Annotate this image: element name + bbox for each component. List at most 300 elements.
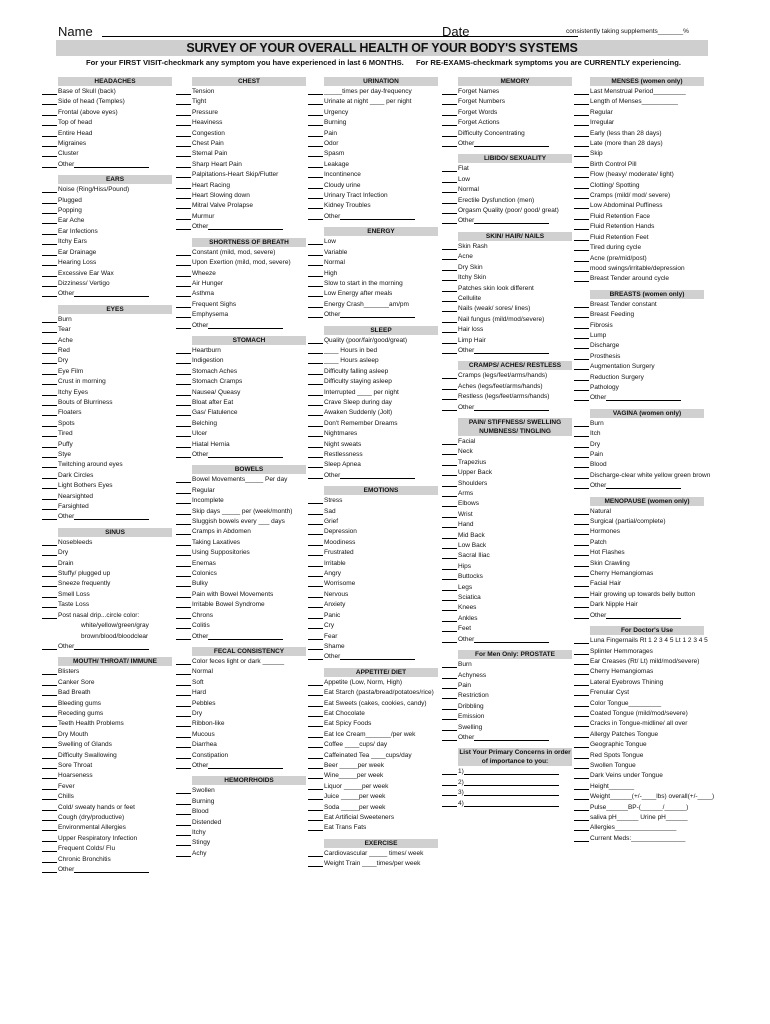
checkmark-blank[interactable]: [176, 170, 191, 178]
checkmark-blank[interactable]: [308, 160, 323, 168]
checkmark-blank[interactable]: [442, 531, 457, 539]
checkmark-blank[interactable]: [442, 108, 457, 116]
checkmark-blank[interactable]: [442, 681, 457, 689]
other-write-in[interactable]: [74, 642, 149, 650]
other-write-in[interactable]: [474, 216, 549, 224]
checkmark-blank[interactable]: [574, 823, 589, 831]
checkmark-blank[interactable]: [308, 642, 323, 650]
other-write-in[interactable]: [340, 310, 415, 318]
checkmark-blank[interactable]: [176, 321, 191, 329]
checkmark-blank[interactable]: [308, 559, 323, 567]
checkmark-blank[interactable]: [308, 548, 323, 556]
checkmark-blank[interactable]: [176, 579, 191, 587]
checkmark-blank[interactable]: [442, 284, 457, 292]
checkmark-blank[interactable]: [42, 855, 57, 863]
checkmark-blank[interactable]: [308, 813, 323, 821]
checkmark-blank[interactable]: [42, 740, 57, 748]
checkmark-blank[interactable]: [574, 471, 589, 479]
checkmark-blank[interactable]: [442, 403, 457, 411]
checkmark-blank[interactable]: [574, 222, 589, 230]
checkmark-blank[interactable]: [308, 429, 323, 437]
checkmark-blank[interactable]: [308, 611, 323, 619]
checkmark-blank[interactable]: [308, 600, 323, 608]
checkmark-blank[interactable]: [442, 139, 457, 147]
checkmark-blank[interactable]: [176, 377, 191, 385]
concern-write-in[interactable]: [464, 799, 559, 807]
checkmark-blank[interactable]: [42, 388, 57, 396]
checkmark-blank[interactable]: [442, 263, 457, 271]
checkmark-blank[interactable]: [308, 356, 323, 364]
checkmark-blank[interactable]: [442, 572, 457, 580]
checkmark-blank[interactable]: [574, 201, 589, 209]
other-write-in[interactable]: [474, 346, 549, 354]
other-write-in[interactable]: [208, 321, 283, 329]
date-field[interactable]: [476, 36, 578, 37]
checkmark-blank[interactable]: [42, 248, 57, 256]
checkmark-blank[interactable]: [176, 559, 191, 567]
checkmark-blank[interactable]: [442, 520, 457, 528]
checkmark-blank[interactable]: [574, 699, 589, 707]
checkmark-blank[interactable]: [308, 279, 323, 287]
checkmark-blank[interactable]: [176, 97, 191, 105]
checkmark-blank[interactable]: [176, 527, 191, 535]
checkmark-blank[interactable]: [176, 751, 191, 759]
checkmark-blank[interactable]: [442, 479, 457, 487]
checkmark-blank[interactable]: [42, 512, 57, 520]
checkmark-blank[interactable]: [308, 709, 323, 717]
checkmark-blank[interactable]: [308, 139, 323, 147]
checkmark-blank[interactable]: [442, 778, 457, 786]
checkmark-blank[interactable]: [176, 87, 191, 95]
checkmark-blank[interactable]: [176, 657, 191, 665]
checkmark-blank[interactable]: [308, 419, 323, 427]
checkmark-blank[interactable]: [176, 719, 191, 727]
checkmark-blank[interactable]: [308, 87, 323, 95]
checkmark-blank[interactable]: [308, 289, 323, 297]
checkmark-blank[interactable]: [574, 191, 589, 199]
checkmark-blank[interactable]: [574, 181, 589, 189]
checkmark-blank[interactable]: [442, 97, 457, 105]
checkmark-blank[interactable]: [42, 834, 57, 842]
checkmark-blank[interactable]: [176, 828, 191, 836]
checkmark-blank[interactable]: [574, 233, 589, 241]
checkmark-blank[interactable]: [42, 269, 57, 277]
other-write-in[interactable]: [74, 512, 149, 520]
checkmark-blank[interactable]: [574, 782, 589, 790]
checkmark-blank[interactable]: [574, 538, 589, 546]
checkmark-blank[interactable]: [176, 761, 191, 769]
checkmark-blank[interactable]: [176, 222, 191, 230]
checkmark-blank[interactable]: [176, 709, 191, 717]
checkmark-blank[interactable]: [574, 118, 589, 126]
checkmark-blank[interactable]: [574, 688, 589, 696]
checkmark-blank[interactable]: [308, 538, 323, 546]
checkmark-blank[interactable]: [308, 730, 323, 738]
checkmark-blank[interactable]: [442, 499, 457, 507]
checkmark-blank[interactable]: [42, 548, 57, 556]
checkmark-blank[interactable]: [442, 252, 457, 260]
checkmark-blank[interactable]: [308, 170, 323, 178]
checkmark-blank[interactable]: [442, 799, 457, 807]
checkmark-blank[interactable]: [42, 377, 57, 385]
checkmark-blank[interactable]: [442, 603, 457, 611]
checkmark-blank[interactable]: [574, 393, 589, 401]
checkmark-blank[interactable]: [176, 149, 191, 157]
checkmark-blank[interactable]: [574, 548, 589, 556]
checkmark-blank[interactable]: [308, 450, 323, 458]
checkmark-blank[interactable]: [176, 786, 191, 794]
checkmark-blank[interactable]: [442, 624, 457, 632]
checkmark-blank[interactable]: [574, 481, 589, 489]
checkmark-blank[interactable]: [574, 149, 589, 157]
checkmark-blank[interactable]: [308, 336, 323, 344]
checkmark-blank[interactable]: [42, 160, 57, 168]
checkmark-blank[interactable]: [574, 352, 589, 360]
checkmark-blank[interactable]: [42, 481, 57, 489]
checkmark-blank[interactable]: [42, 719, 57, 727]
checkmark-blank[interactable]: [574, 254, 589, 262]
checkmark-blank[interactable]: [42, 460, 57, 468]
checkmark-blank[interactable]: [42, 709, 57, 717]
checkmark-blank[interactable]: [574, 730, 589, 738]
checkmark-blank[interactable]: [176, 108, 191, 116]
checkmark-blank[interactable]: [176, 181, 191, 189]
checkmark-blank[interactable]: [176, 632, 191, 640]
checkmark-blank[interactable]: [442, 392, 457, 400]
checkmark-blank[interactable]: [442, 437, 457, 445]
checkmark-blank[interactable]: [574, 507, 589, 515]
checkmark-blank[interactable]: [308, 191, 323, 199]
checkmark-blank[interactable]: [308, 269, 323, 277]
checkmark-blank[interactable]: [176, 212, 191, 220]
checkmark-blank[interactable]: [574, 429, 589, 437]
checkmark-blank[interactable]: [42, 559, 57, 567]
checkmark-blank[interactable]: [574, 373, 589, 381]
checkmark-blank[interactable]: [442, 733, 457, 741]
checkmark-blank[interactable]: [42, 667, 57, 675]
checkmark-blank[interactable]: [308, 771, 323, 779]
checkmark-blank[interactable]: [42, 502, 57, 510]
checkmark-blank[interactable]: [574, 792, 589, 800]
checkmark-blank[interactable]: [42, 118, 57, 126]
checkmark-blank[interactable]: [42, 450, 57, 458]
checkmark-blank[interactable]: [308, 346, 323, 354]
checkmark-blank[interactable]: [176, 678, 191, 686]
checkmark-blank[interactable]: [308, 792, 323, 800]
checkmark-blank[interactable]: [308, 377, 323, 385]
checkmark-blank[interactable]: [176, 440, 191, 448]
checkmark-blank[interactable]: [42, 813, 57, 821]
checkmark-blank[interactable]: [574, 139, 589, 147]
checkmark-blank[interactable]: [574, 600, 589, 608]
checkmark-blank[interactable]: [308, 751, 323, 759]
checkmark-blank[interactable]: [574, 97, 589, 105]
checkmark-blank[interactable]: [442, 242, 457, 250]
checkmark-blank[interactable]: [574, 761, 589, 769]
checkmark-blank[interactable]: [176, 279, 191, 287]
checkmark-blank[interactable]: [308, 201, 323, 209]
checkmark-blank[interactable]: [42, 129, 57, 137]
checkmark-blank[interactable]: [574, 559, 589, 567]
checkmark-blank[interactable]: [574, 579, 589, 587]
other-write-in[interactable]: [74, 289, 149, 297]
checkmark-blank[interactable]: [574, 667, 589, 675]
checkmark-blank[interactable]: [442, 788, 457, 796]
other-write-in[interactable]: [606, 393, 681, 401]
checkmark-blank[interactable]: [574, 813, 589, 821]
checkmark-blank[interactable]: [442, 118, 457, 126]
checkmark-blank[interactable]: [308, 258, 323, 266]
checkmark-blank[interactable]: [308, 517, 323, 525]
checkmark-blank[interactable]: [176, 398, 191, 406]
checkmark-blank[interactable]: [42, 258, 57, 266]
concern-write-in[interactable]: [464, 778, 559, 786]
checkmark-blank[interactable]: [308, 579, 323, 587]
checkmark-blank[interactable]: [176, 269, 191, 277]
other-write-in[interactable]: [474, 635, 549, 643]
checkmark-blank[interactable]: [442, 315, 457, 323]
checkmark-blank[interactable]: [308, 803, 323, 811]
checkmark-blank[interactable]: [574, 751, 589, 759]
checkmark-blank[interactable]: [574, 647, 589, 655]
checkmark-blank[interactable]: [574, 740, 589, 748]
checkmark-blank[interactable]: [442, 129, 457, 137]
checkmark-blank[interactable]: [308, 719, 323, 727]
checkmark-blank[interactable]: [42, 492, 57, 500]
checkmark-blank[interactable]: [176, 590, 191, 598]
checkmark-blank[interactable]: [176, 849, 191, 857]
checkmark-blank[interactable]: [442, 541, 457, 549]
checkmark-blank[interactable]: [574, 331, 589, 339]
other-write-in[interactable]: [74, 160, 149, 168]
checkmark-blank[interactable]: [42, 398, 57, 406]
checkmark-blank[interactable]: [42, 611, 57, 619]
checkmark-blank[interactable]: [308, 652, 323, 660]
checkmark-blank[interactable]: [442, 614, 457, 622]
checkmark-blank[interactable]: [308, 621, 323, 629]
checkmark-blank[interactable]: [176, 475, 191, 483]
checkmark-blank[interactable]: [42, 315, 57, 323]
checkmark-blank[interactable]: [574, 834, 589, 842]
checkmark-blank[interactable]: [176, 600, 191, 608]
checkmark-blank[interactable]: [574, 321, 589, 329]
checkmark-blank[interactable]: [442, 447, 457, 455]
checkmark-blank[interactable]: [176, 538, 191, 546]
checkmark-blank[interactable]: [442, 346, 457, 354]
checkmark-blank[interactable]: [308, 149, 323, 157]
checkmark-blank[interactable]: [442, 583, 457, 591]
checkmark-blank[interactable]: [176, 139, 191, 147]
other-write-in[interactable]: [208, 222, 283, 230]
checkmark-blank[interactable]: [308, 859, 323, 867]
checkmark-blank[interactable]: [574, 569, 589, 577]
checkmark-blank[interactable]: [42, 196, 57, 204]
checkmark-blank[interactable]: [42, 346, 57, 354]
other-write-in[interactable]: [208, 761, 283, 769]
checkmark-blank[interactable]: [442, 87, 457, 95]
checkmark-blank[interactable]: [308, 181, 323, 189]
checkmark-blank[interactable]: [176, 699, 191, 707]
checkmark-blank[interactable]: [442, 712, 457, 720]
checkmark-blank[interactable]: [176, 160, 191, 168]
checkmark-blank[interactable]: [176, 818, 191, 826]
checkmark-blank[interactable]: [442, 164, 457, 172]
checkmark-blank[interactable]: [442, 175, 457, 183]
checkmark-blank[interactable]: [442, 294, 457, 302]
checkmark-blank[interactable]: [574, 108, 589, 116]
checkmark-blank[interactable]: [574, 170, 589, 178]
checkmark-blank[interactable]: [308, 440, 323, 448]
checkmark-blank[interactable]: [308, 761, 323, 769]
checkmark-blank[interactable]: [176, 367, 191, 375]
checkmark-blank[interactable]: [42, 642, 57, 650]
checkmark-blank[interactable]: [574, 310, 589, 318]
other-write-in[interactable]: [340, 652, 415, 660]
checkmark-blank[interactable]: [574, 771, 589, 779]
checkmark-blank[interactable]: [308, 97, 323, 105]
checkmark-blank[interactable]: [42, 185, 57, 193]
checkmark-blank[interactable]: [176, 201, 191, 209]
checkmark-blank[interactable]: [42, 356, 57, 364]
checkmark-blank[interactable]: [442, 551, 457, 559]
checkmark-blank[interactable]: [176, 688, 191, 696]
checkmark-blank[interactable]: [42, 590, 57, 598]
checkmark-blank[interactable]: [176, 507, 191, 515]
checkmark-blank[interactable]: [42, 569, 57, 577]
other-write-in[interactable]: [474, 733, 549, 741]
checkmark-blank[interactable]: [42, 865, 57, 873]
checkmark-blank[interactable]: [574, 590, 589, 598]
checkmark-blank[interactable]: [442, 671, 457, 679]
checkmark-blank[interactable]: [176, 429, 191, 437]
checkmark-blank[interactable]: [42, 751, 57, 759]
checkmark-blank[interactable]: [308, 388, 323, 396]
checkmark-blank[interactable]: [42, 227, 57, 235]
checkmark-blank[interactable]: [308, 590, 323, 598]
checkmark-blank[interactable]: [574, 636, 589, 644]
checkmark-blank[interactable]: [442, 206, 457, 214]
checkmark-blank[interactable]: [42, 108, 57, 116]
checkmark-blank[interactable]: [42, 139, 57, 147]
checkmark-blank[interactable]: [176, 807, 191, 815]
other-write-in[interactable]: [474, 403, 549, 411]
checkmark-blank[interactable]: [308, 460, 323, 468]
checkmark-blank[interactable]: [176, 450, 191, 458]
checkmark-blank[interactable]: [308, 237, 323, 245]
checkmark-blank[interactable]: [308, 496, 323, 504]
checkmark-blank[interactable]: [176, 838, 191, 846]
checkmark-blank[interactable]: [308, 212, 323, 220]
checkmark-blank[interactable]: [308, 471, 323, 479]
checkmark-blank[interactable]: [42, 579, 57, 587]
checkmark-blank[interactable]: [42, 771, 57, 779]
checkmark-blank[interactable]: [574, 160, 589, 168]
checkmark-blank[interactable]: [42, 289, 57, 297]
checkmark-blank[interactable]: [308, 129, 323, 137]
checkmark-blank[interactable]: [574, 611, 589, 619]
checkmark-blank[interactable]: [442, 702, 457, 710]
checkmark-blank[interactable]: [42, 730, 57, 738]
checkmark-blank[interactable]: [574, 383, 589, 391]
checkmark-blank[interactable]: [176, 408, 191, 416]
checkmark-blank[interactable]: [574, 300, 589, 308]
checkmark-blank[interactable]: [42, 149, 57, 157]
checkmark-blank[interactable]: [574, 450, 589, 458]
checkmark-blank[interactable]: [442, 593, 457, 601]
checkmark-blank[interactable]: [574, 274, 589, 282]
checkmark-blank[interactable]: [176, 310, 191, 318]
checkmark-blank[interactable]: [42, 237, 57, 245]
checkmark-blank[interactable]: [574, 517, 589, 525]
checkmark-blank[interactable]: [574, 264, 589, 272]
checkmark-blank[interactable]: [442, 562, 457, 570]
checkmark-blank[interactable]: [442, 691, 457, 699]
checkmark-blank[interactable]: [42, 844, 57, 852]
checkmark-blank[interactable]: [442, 304, 457, 312]
checkmark-blank[interactable]: [308, 688, 323, 696]
checkmark-blank[interactable]: [42, 678, 57, 686]
checkmark-blank[interactable]: [442, 325, 457, 333]
checkmark-blank[interactable]: [42, 419, 57, 427]
checkmark-blank[interactable]: [176, 496, 191, 504]
checkmark-blank[interactable]: [176, 621, 191, 629]
other-write-in[interactable]: [74, 865, 149, 873]
checkmark-blank[interactable]: [574, 212, 589, 220]
checkmark-blank[interactable]: [308, 569, 323, 577]
checkmark-blank[interactable]: [176, 258, 191, 266]
checkmark-blank[interactable]: [176, 797, 191, 805]
checkmark-blank[interactable]: [176, 300, 191, 308]
other-write-in[interactable]: [208, 450, 283, 458]
checkmark-blank[interactable]: [308, 367, 323, 375]
checkmark-blank[interactable]: [42, 538, 57, 546]
checkmark-blank[interactable]: [176, 248, 191, 256]
other-write-in[interactable]: [474, 139, 549, 147]
checkmark-blank[interactable]: [176, 118, 191, 126]
other-write-in[interactable]: [340, 212, 415, 220]
checkmark-blank[interactable]: [308, 782, 323, 790]
checkmark-blank[interactable]: [176, 388, 191, 396]
checkmark-blank[interactable]: [42, 279, 57, 287]
checkmark-blank[interactable]: [176, 730, 191, 738]
checkmark-blank[interactable]: [42, 429, 57, 437]
checkmark-blank[interactable]: [308, 118, 323, 126]
checkmark-blank[interactable]: [442, 468, 457, 476]
checkmark-blank[interactable]: [42, 761, 57, 769]
checkmark-blank[interactable]: [574, 460, 589, 468]
checkmark-blank[interactable]: [308, 699, 323, 707]
checkmark-blank[interactable]: [442, 382, 457, 390]
checkmark-blank[interactable]: [42, 600, 57, 608]
checkmark-blank[interactable]: [442, 767, 457, 775]
concern-write-in[interactable]: [464, 788, 559, 796]
checkmark-blank[interactable]: [308, 300, 323, 308]
checkmark-blank[interactable]: [42, 206, 57, 214]
checkmark-blank[interactable]: [308, 849, 323, 857]
other-write-in[interactable]: [208, 632, 283, 640]
checkmark-blank[interactable]: [176, 517, 191, 525]
name-field[interactable]: [102, 36, 492, 37]
checkmark-blank[interactable]: [176, 356, 191, 364]
checkmark-blank[interactable]: [42, 471, 57, 479]
checkmark-blank[interactable]: [442, 273, 457, 281]
checkmark-blank[interactable]: [176, 611, 191, 619]
checkmark-blank[interactable]: [308, 527, 323, 535]
checkmark-blank[interactable]: [574, 362, 589, 370]
checkmark-blank[interactable]: [574, 678, 589, 686]
checkmark-blank[interactable]: [442, 489, 457, 497]
checkmark-blank[interactable]: [42, 87, 57, 95]
